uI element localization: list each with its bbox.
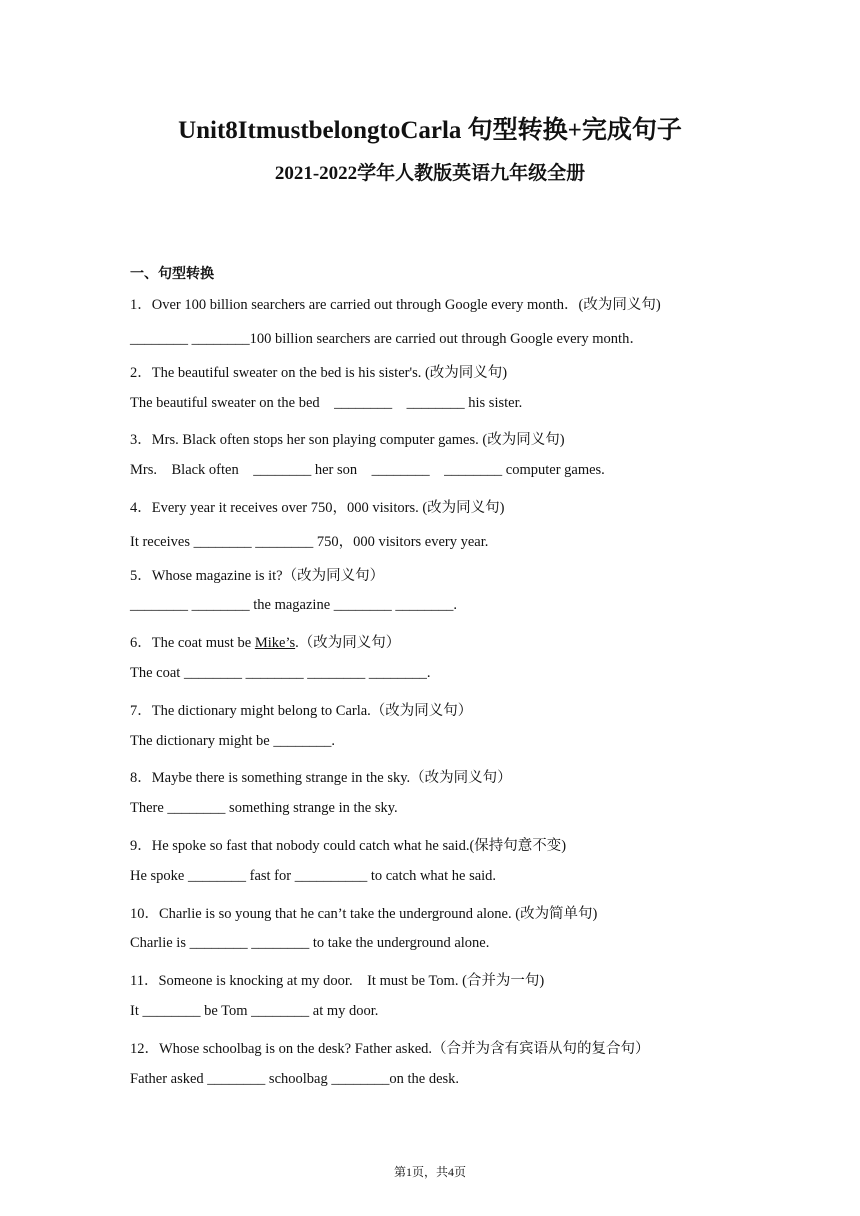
answer-line-11: It ________ be Tom ________ at my door. — [130, 1003, 379, 1019]
question-1: 1．Over 100 billion searchers are carried out through Google every month．(改为同义句) — [130, 297, 661, 313]
answer-line-9: He spoke ________ fast for __________ to catch what he said. — [130, 868, 497, 884]
answer-line-6: The coat ________ ________ ________ ________. — [130, 665, 431, 681]
question-8: 8．Maybe there is something strange in the sky.（改为同义句） — [130, 770, 512, 786]
answer-line-8: There ________ something strange in the sky. — [130, 800, 398, 816]
question-7: 7．The dictionary might belong to Carla.（改为同义句） — [130, 703, 473, 719]
question-11: 11．Someone is knocking at my door. It must be Tom. (合并为一句) — [130, 973, 545, 989]
question-9: 9．He spoke so fast that nobody could catch what he said.(保持句意不变) — [130, 838, 567, 854]
question-3: 3．Mrs. Black often stops her son playing computer games. (改为同义句) — [130, 432, 565, 448]
answer-line-7: The dictionary might be ________. — [130, 733, 335, 749]
section-heading: 一、句型转换 — [130, 266, 214, 282]
question-4: 4．Every year it receives over 750，000 visitors. (改为同义句) — [130, 500, 505, 516]
question-6-text: 6．The coat must be — [130, 635, 255, 651]
answer-line-2: The beautiful sweater on the bed ________ ________ his sister. — [130, 395, 523, 411]
underlined-word: Mike’s — [254, 635, 296, 651]
question-10: 10．Charlie is so young that he can’t take the underground alone. (改为简单句) — [130, 906, 598, 922]
answer-line-1: ________ ________100 billion searchers are carried out through Google every month． — [130, 331, 644, 347]
question-2: 2．The beautiful sweater on the bed is his sister's. (改为同义句) — [130, 365, 508, 381]
answer-line-10: Charlie is ________ ________ to take the underground alone. — [130, 935, 490, 951]
question-12: 12．Whose schoolbag is on the desk? Father asked.（合并为含有宾语从句的复合句） — [130, 1041, 650, 1057]
answer-line-12: Father asked ________ schoolbag ________on the desk. — [130, 1071, 460, 1087]
document-subtitle: 2021-2022学年人教版英语九年级全册 — [274, 163, 586, 184]
answer-line-5: ________ ________ the magazine ________ ________. — [130, 597, 458, 613]
answer-line-4: It receives ________ ________ 750，000 visitors every year. — [130, 534, 489, 550]
document-title: Unit8ItmustbelongtoCarla 句型转换+完成句子 — [178, 117, 682, 144]
question-6 — [130, 631, 400, 652]
question-6-instruction: .（改为同义句） — [295, 635, 401, 651]
answer-line-3: Mrs. Black often ________ her son ________ ________ computer games. — [130, 462, 605, 478]
page-footer: 第1页，共4页 — [393, 1165, 466, 1179]
question-5: 5．Whose magazine is it?（改为同义句） — [130, 568, 385, 584]
